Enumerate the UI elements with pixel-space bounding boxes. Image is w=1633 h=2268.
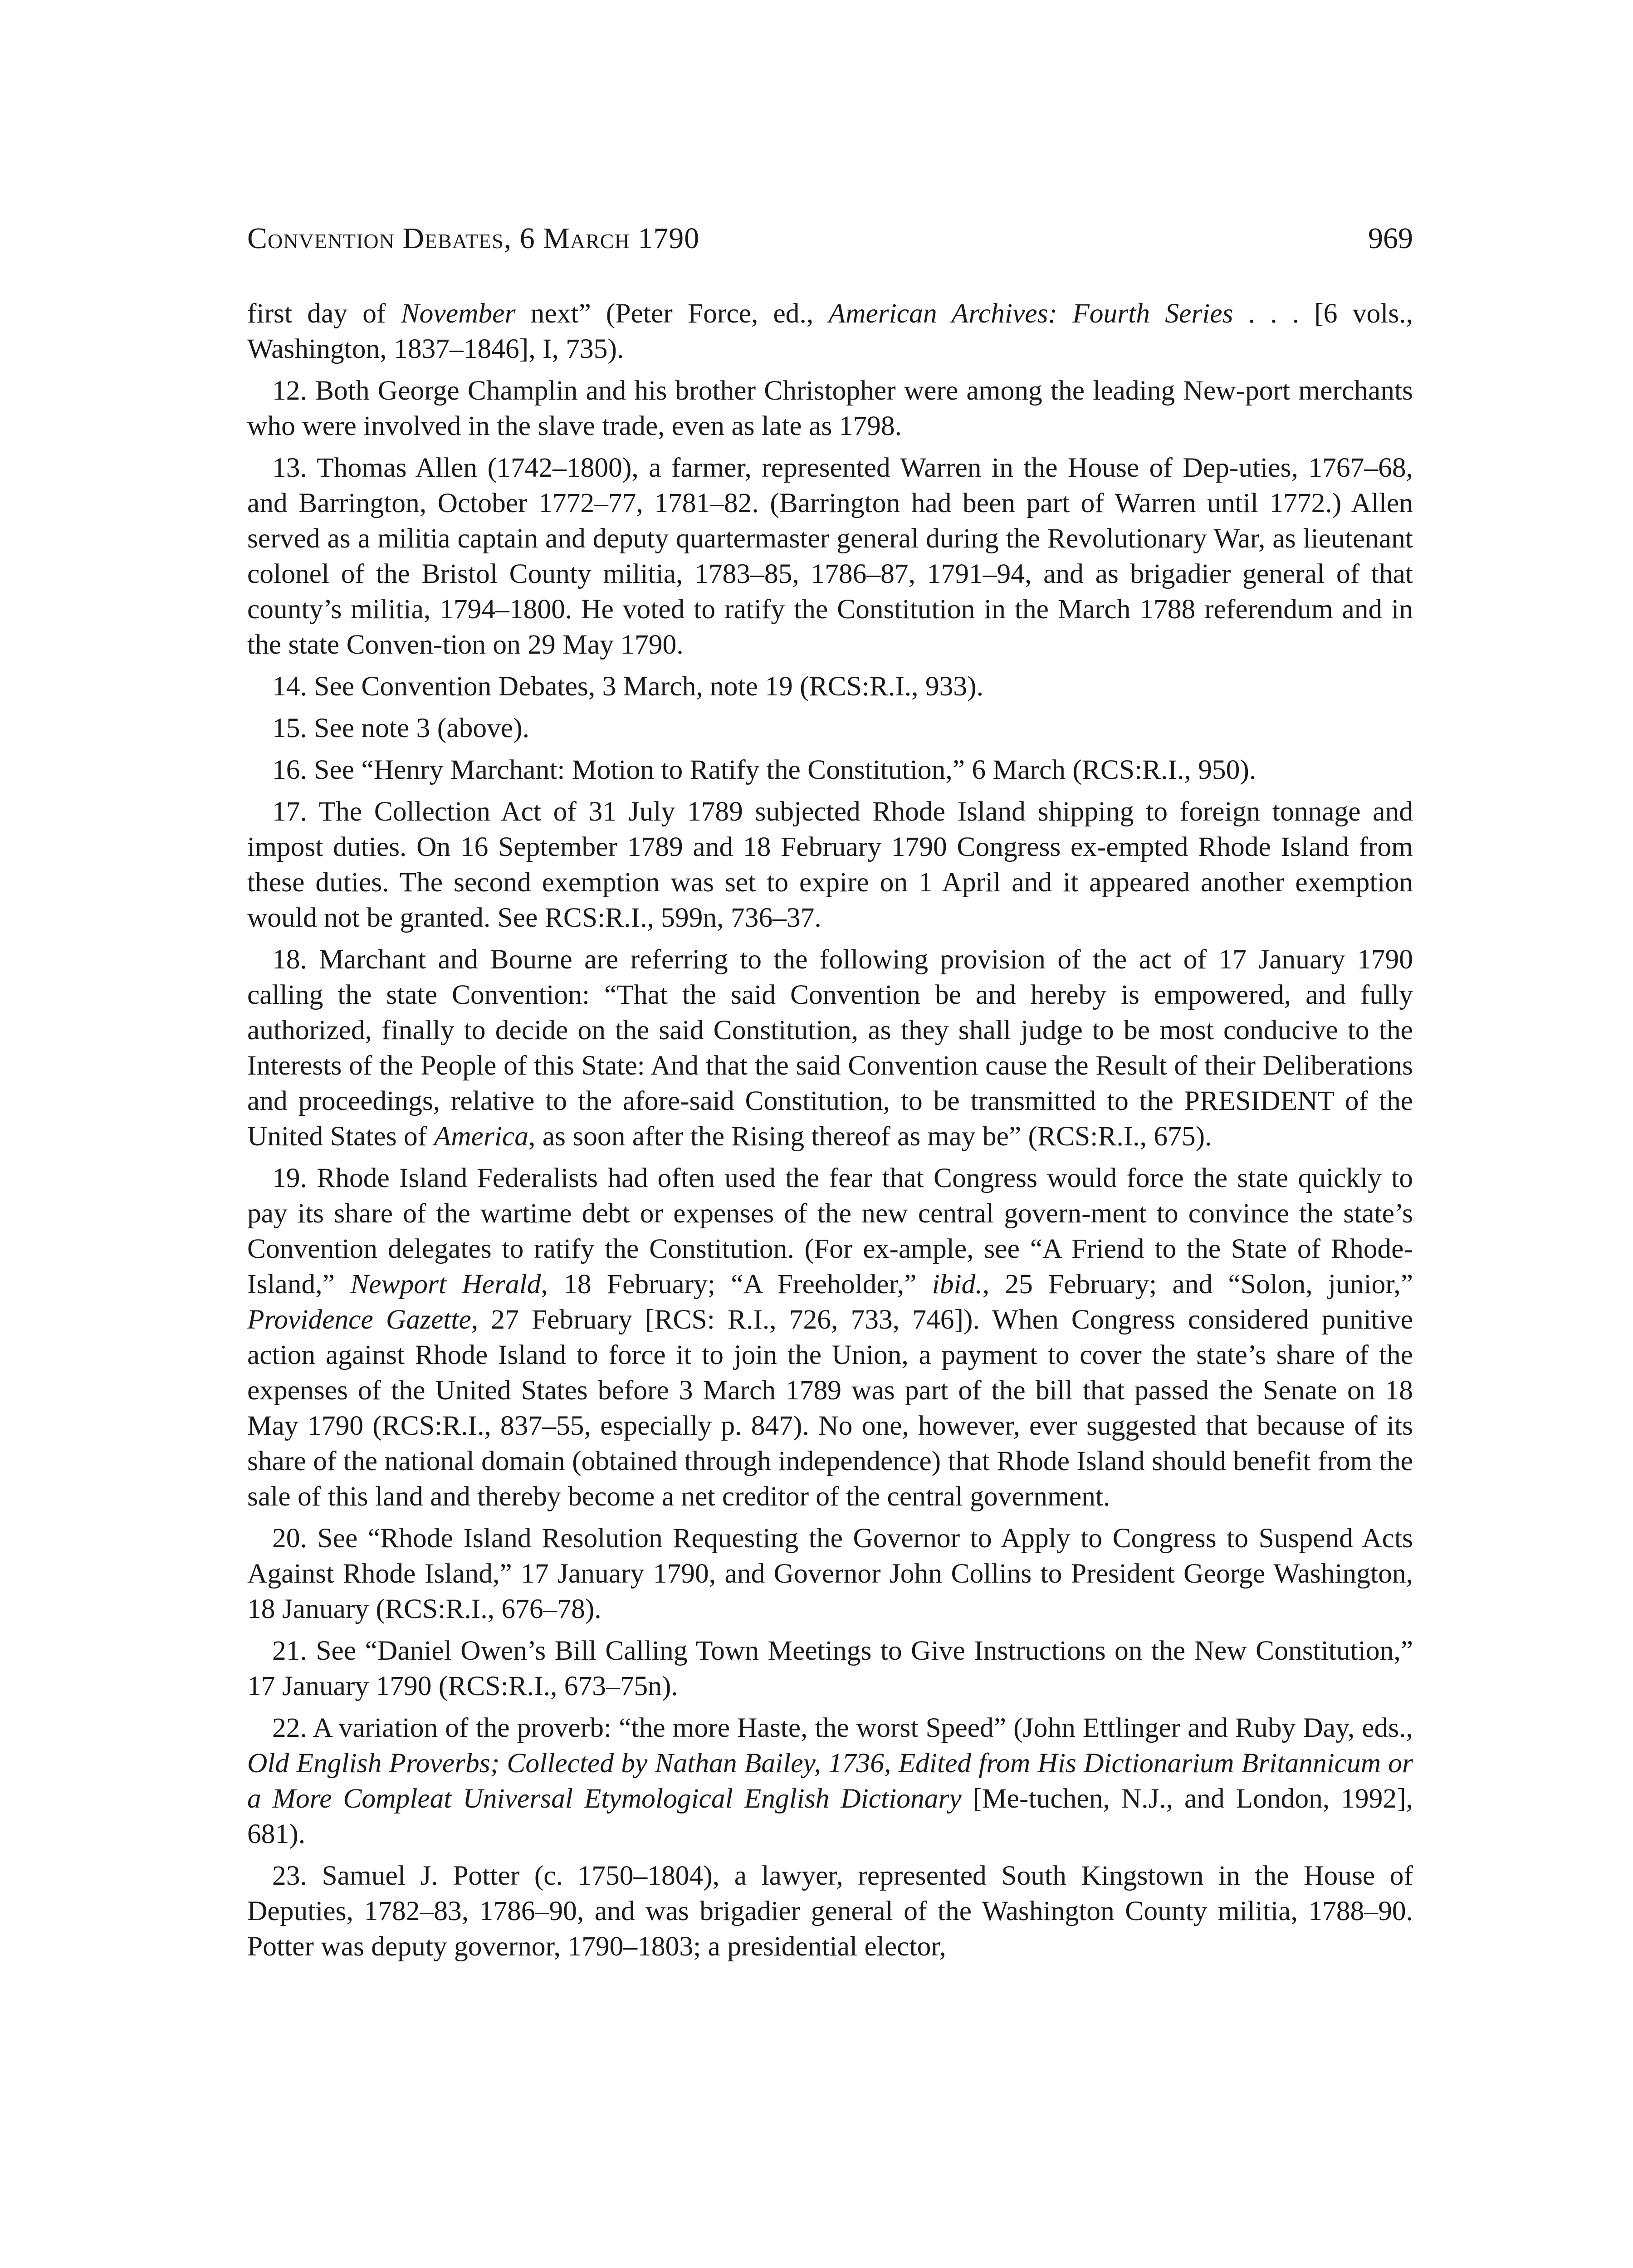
footnote-16 [247,752,1413,787]
note-text: 20. See “Rhode Island Resolution Requesting the Governor to Apply to Congress to Suspend Acts Against Rhode Island,” 17 January 1790, and Governor John Collins to President George Washington, 18 January (RCS:R.I., 676–78). [247,1523,1413,1624]
italic-text: Old English Proverbs; Collected by Nathan Bailey, 1736, Edited from His Dictionarium Britannicum or a More Compleat Universal Etymological English Dictionary [247,1748,1413,1814]
footnote-continuation [247,296,1413,367]
footnote-13 [247,450,1413,662]
footnote-22 [247,1710,1413,1852]
note-text: 12. Both George Champlin and his brother Christopher were among the leading New-port merchants who were involved in the slave trade, even as late as 1798. [247,375,1413,441]
italic-text: ibid. [932,1269,983,1300]
note-text: 13. Thomas Allen (1742–1800), a farmer, represented Warren in the House of Dep-uties, 1767–68, and Barrington, October 1772–77, 1781–82. (Barrington had been part of Warren until 1772.) Allen served as a militia captain and deputy quartermaster general during the Revolutionary War, as lieutenant colonel of the Bristol County militia, 1783–85, 1786–87, 1791–94, and as brigadier general of that county’s militia, 1794–1800. He voted to ratify the Constitution in the March 1788 referendum and in the state Conven-tion on 29 May 1790. [247,452,1413,660]
footnote-12 [247,373,1413,444]
note-text: [Me-tuchen, N.J., and London, 1992], 681). [247,1783,1413,1849]
note-text: 21. See “Daniel Owen’s Bill Calling Town Meetings to Give Instructions on the New Constitution,” 17 January 1790 (RCS:R.I., 673–75n). [247,1635,1413,1701]
document-page [247,221,1413,1964]
note-text: 18. Marchant and Bourne are referring to the following provision of the act of 17 January 1790 calling the state Convention: “That the said Convention be and hereby is empowered, and fully authorized, finally to decide on the said Constitution, as they shall judge to be most conducive to the Interests of the People of this State: And that the said Convention cause the Result of their Deliberations and proceedings, relative to the afore-said Constitution, to be transmitted to the PRESIDENT of the United States of [247,944,1413,1152]
page-number: 969 [1368,222,1413,255]
note-text: 23. Samuel J. Potter (c. 1750–1804), a lawyer, represented South Kingstown in the House of Deputies, 1782–83, 1786–90, and was brigadier general of the Washington County militia, 1788–90. Potter was deputy governor, 1790–1803; a presidential elector, [247,1860,1413,1962]
italic-text: American Archives: Fourth Series [828,298,1233,329]
note-text: , 27 February [RCS: R.I., 726, 733, 746]). When Congress considered punitive action against Rhode Island to force it to join the Union, a payment to cover the state’s share of the expenses of the United States before 3 March 1789 was part of the bill that passed the Senate on 18 May 1790 (RCS:R.I., 837–55, especially p. 847). No one, however, ever suggested that because of its share of the national domain (obtained through independence) that Rhode Island should benefit from the sale of this land and thereby become a net creditor of the central government. [247,1304,1413,1512]
note-text: first day of [247,298,401,329]
note-text: , as soon after the Rising thereof as may be” (RCS:R.I., 675). [528,1121,1212,1152]
footnote-14 [247,669,1413,704]
footnote-23 [247,1858,1413,1964]
italic-text: Newport Herald [350,1269,541,1300]
footnote-18 [247,942,1413,1154]
note-text: . . . [6 vols., Washington, 1837–1846], I, 735). [247,298,1413,364]
italic-text: November [401,298,516,329]
footnote-15 [247,710,1413,746]
footnote-21 [247,1633,1413,1704]
running-title: Convention Debates, 6 March 1790 [247,222,700,255]
footnote-20 [247,1520,1413,1627]
note-text: 15. See note 3 (above). [272,713,529,743]
running-head [247,221,1413,267]
note-text: 19. Rhode Island Federalists had often used the fear that Congress would force the state quickly to pay its share of the wartime debt or expenses of the new central govern-ment to convince the state’s Convention delegates to ratify the Constitution. (For ex-ample, see “A Friend to the State of Rhode-Island,” [247,1163,1413,1300]
footnote-17 [247,794,1413,935]
footnotes [247,296,1413,1964]
note-text: 14. See Convention Debates, 3 March, note 19 (RCS:R.I., 933). [272,671,984,702]
footnote-19 [247,1160,1413,1514]
italic-text: Providence Gazette [247,1304,471,1335]
italic-text: America [434,1121,528,1152]
note-text: next” (Peter Force, ed., [515,298,829,329]
note-text: , 18 February; “A Freeholder,” [541,1269,932,1300]
note-text: 22. A variation of the proverb: “the more Haste, the worst Speed” (John Ettlinger and Ruby Day, eds., [272,1712,1413,1743]
note-text: 17. The Collection Act of 31 July 1789 subjected Rhode Island shipping to foreign tonnage and impost duties. On 16 September 1789 and 18 February 1790 Congress ex-empted Rhode Island from these duties. The second exemption was set to expire on 1 April and it appeared another exemption would not be granted. See RCS:R.I., 599n, 736–37. [247,796,1413,933]
note-text: , 25 February; and “Solon, junior,” [982,1269,1413,1300]
note-text: 16. See “Henry Marchant: Motion to Ratify the Constitution,” 6 March (RCS:R.I., 950). [272,754,1257,785]
